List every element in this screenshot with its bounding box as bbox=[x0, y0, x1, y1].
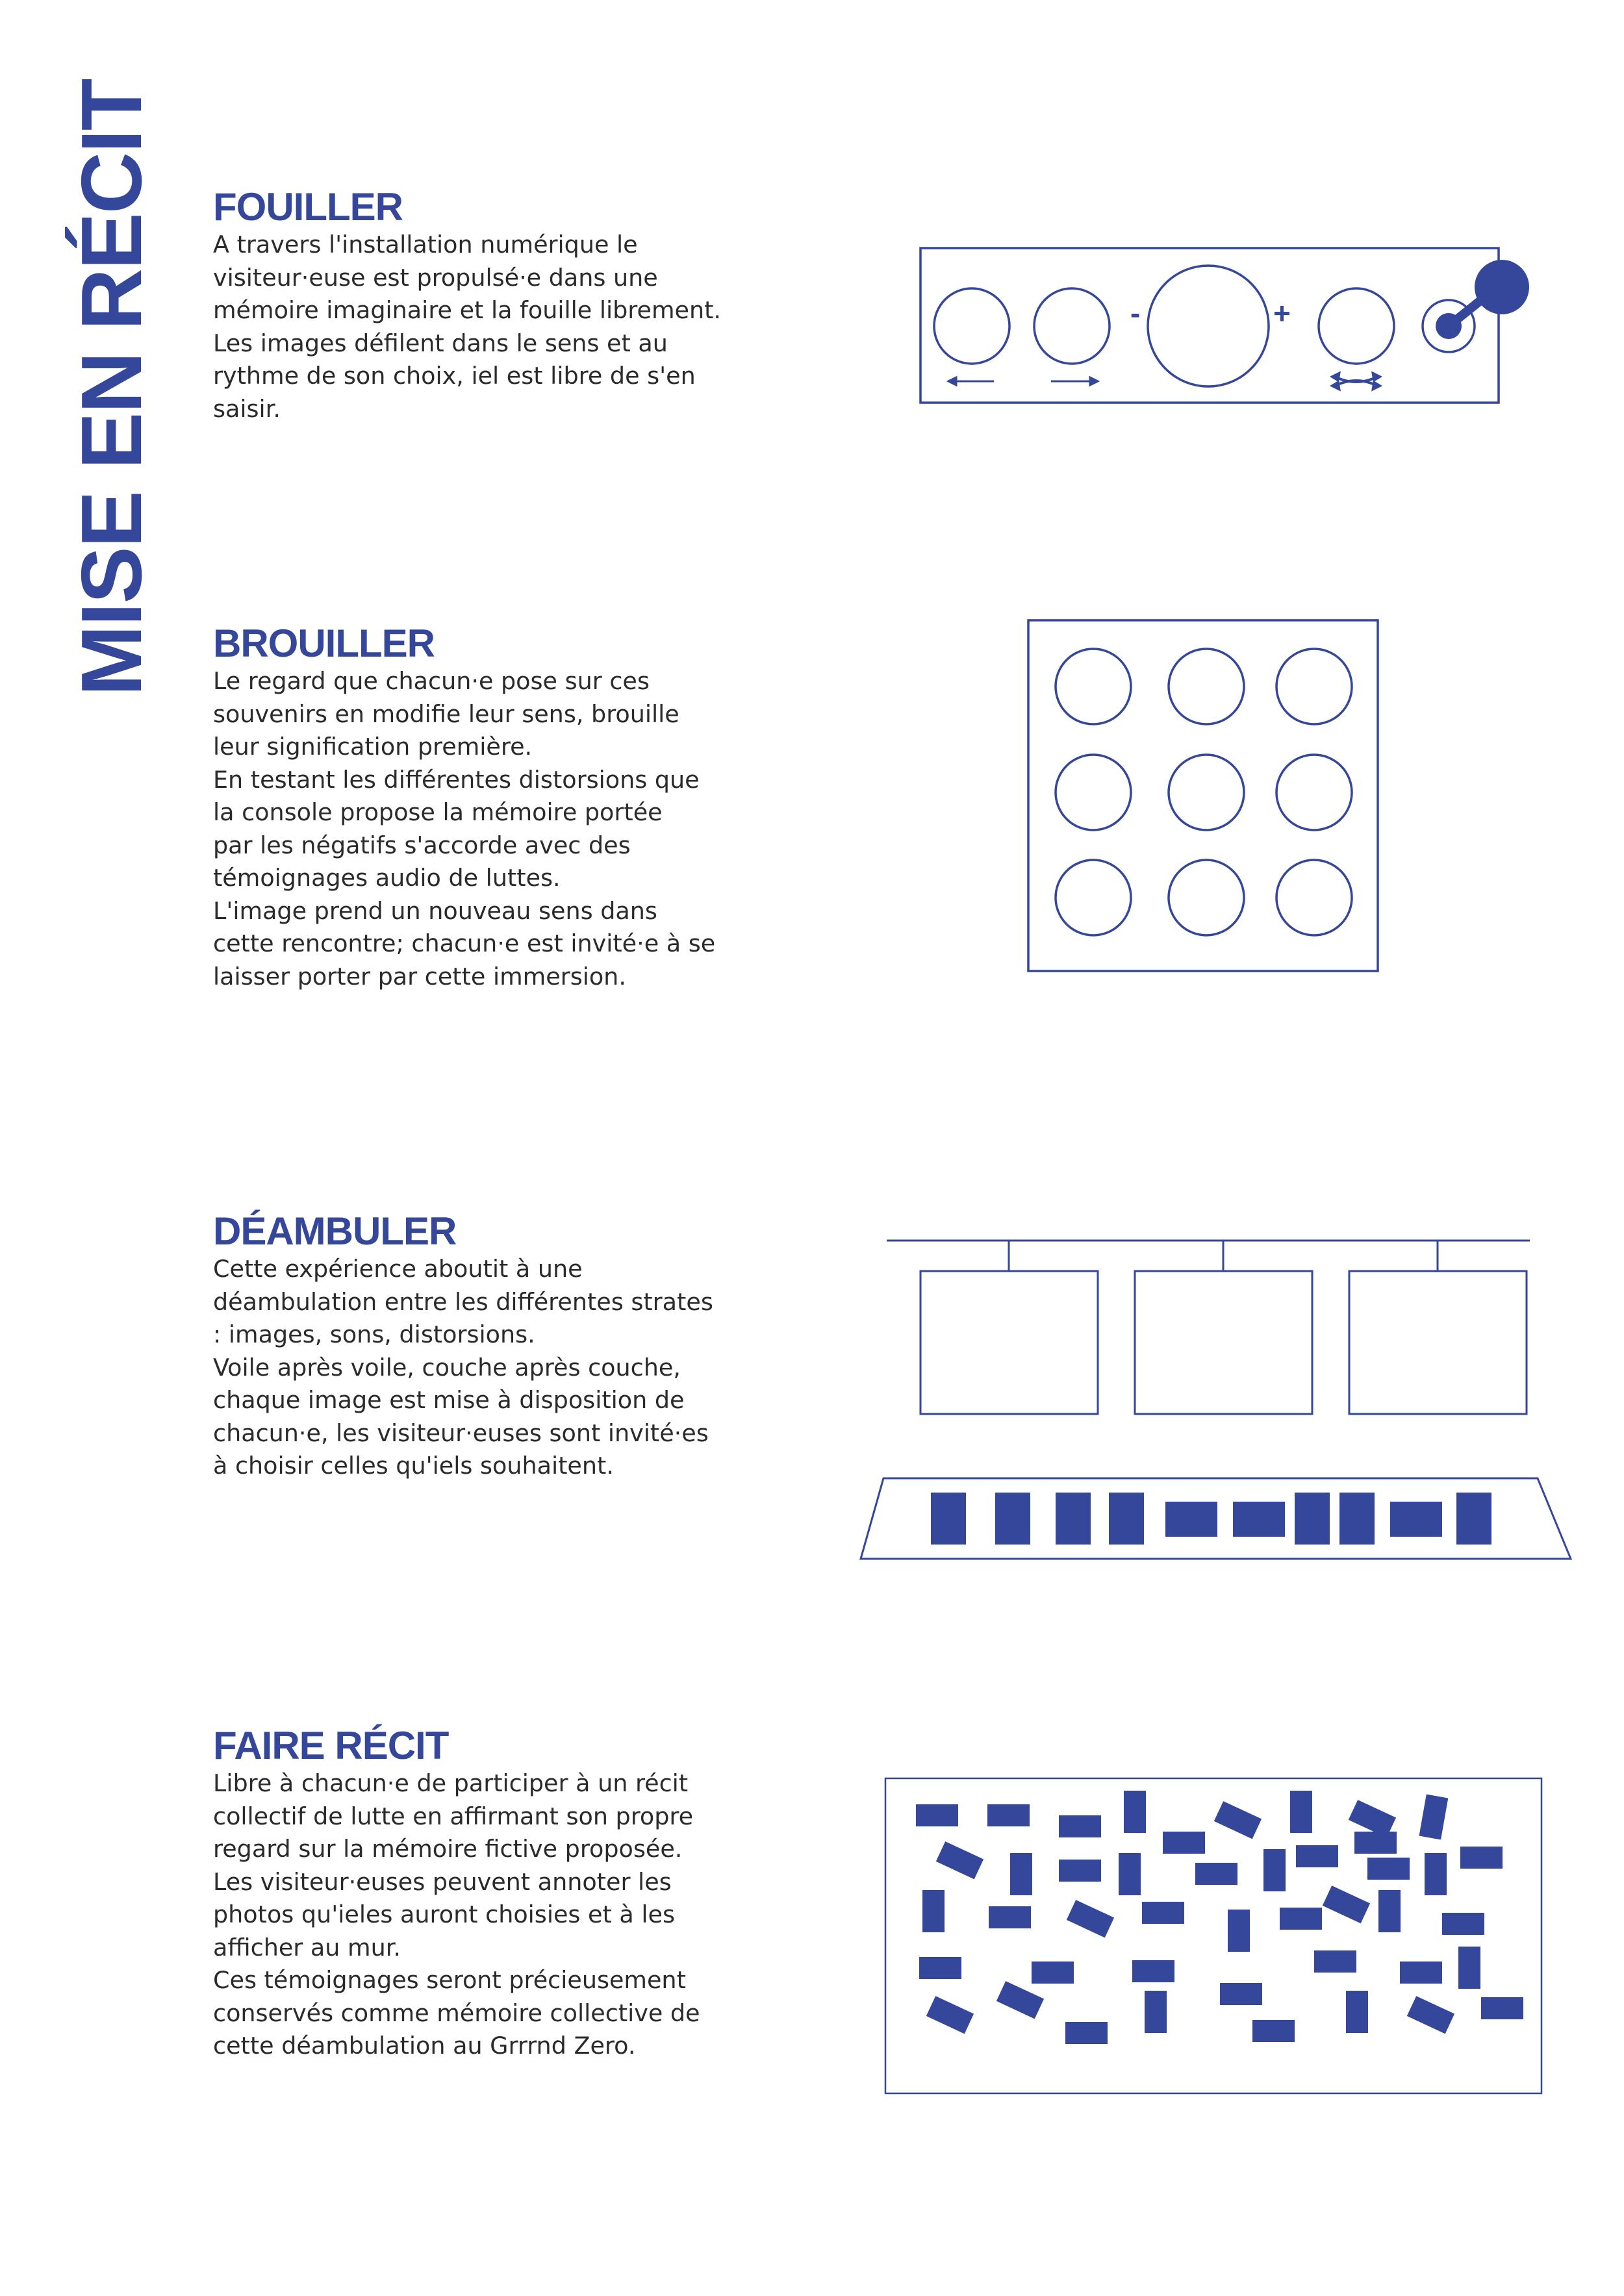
section-heading: DÉAMBULER bbox=[213, 1209, 457, 1253]
section-heading: BROUILLER bbox=[213, 622, 435, 665]
hanging-frame bbox=[920, 1271, 1098, 1414]
grid-knob bbox=[1276, 755, 1352, 830]
photo-print bbox=[1165, 1502, 1217, 1537]
wall-photo bbox=[1378, 1890, 1401, 1932]
distort-icon bbox=[1335, 377, 1377, 386]
grid-knob bbox=[1169, 755, 1244, 830]
console-knob-zoom bbox=[1319, 288, 1394, 364]
hanging-frame bbox=[1135, 1271, 1312, 1414]
wall-photo bbox=[1067, 1900, 1114, 1937]
photo-print bbox=[1456, 1493, 1491, 1545]
wall-photo bbox=[1290, 1791, 1312, 1833]
wall-photo bbox=[1263, 1849, 1286, 1891]
wall-photo bbox=[936, 1841, 983, 1879]
wall-photo bbox=[916, 1804, 958, 1826]
photo-print bbox=[995, 1493, 1030, 1545]
console-knob-left bbox=[934, 288, 1009, 364]
grid-knob bbox=[1169, 649, 1244, 724]
photo-print bbox=[1339, 1493, 1375, 1545]
wall-photo bbox=[996, 1981, 1044, 2019]
console-knob-center bbox=[1148, 266, 1269, 386]
wall-photo bbox=[1124, 1791, 1146, 1833]
wall-photo bbox=[1132, 1960, 1174, 1982]
wall-photo bbox=[1220, 1983, 1262, 2005]
wall-photo bbox=[1425, 1853, 1447, 1895]
joystick-knob bbox=[1436, 313, 1462, 339]
wall-photo bbox=[1032, 1962, 1074, 1984]
wall-photo bbox=[1481, 1997, 1523, 2019]
grid-knob bbox=[1056, 755, 1131, 830]
distortion-grid-diagram bbox=[1026, 617, 1390, 981]
wall-photo bbox=[1354, 1832, 1397, 1854]
wall-photo bbox=[987, 1804, 1030, 1826]
wall-photo bbox=[1407, 1996, 1454, 2034]
wall-photo bbox=[1065, 2022, 1108, 2044]
wall-photo bbox=[1367, 1858, 1410, 1880]
wall-photo bbox=[1119, 1853, 1141, 1895]
wall-photo bbox=[1163, 1832, 1205, 1854]
wall-photo bbox=[1059, 1815, 1101, 1837]
wall-photo bbox=[989, 1906, 1031, 1928]
minus-label: - bbox=[1130, 296, 1141, 330]
joystick-head bbox=[1475, 260, 1529, 314]
section-deambuler bbox=[213, 1210, 772, 1483]
photo-print bbox=[931, 1493, 966, 1545]
grid-knob bbox=[1169, 860, 1244, 935]
photo-wall-diagram bbox=[883, 1776, 1546, 2101]
section-heading: FOUILLER bbox=[213, 185, 403, 229]
photo-print bbox=[1056, 1493, 1091, 1545]
wall-photo bbox=[1458, 1947, 1480, 1989]
section-body: Libre à chacun·e de participer à un récit collectif de lutte en affirmant son propre regard sur la mémoire fictive proposée. Les visiteur·euses peuvent annoter les photos qu'ieles auront choisies et à les afficher au mur. Ces témoignages seront précieusement conservés comme mémoire collective de cette déambulation au Grrrnd Zero. bbox=[213, 1769, 700, 2060]
section-brouiller bbox=[213, 622, 772, 993]
wall-photo bbox=[1400, 1962, 1442, 1984]
section-fouiller bbox=[213, 186, 772, 425]
section-body: A travers l'installation numérique le visiteur·euse est propulsé·e dans une mémoire imaginaire et la fouille librement. Les images défilent dans le sens et au rythme de son choix, iel est libre de s'en saisir. bbox=[213, 231, 722, 423]
wall-photo bbox=[1252, 2020, 1295, 2042]
console-diagram bbox=[909, 240, 1546, 416]
grid-knob bbox=[1276, 649, 1352, 724]
wall-photo bbox=[1280, 1908, 1322, 1930]
plus-label: + bbox=[1273, 296, 1291, 330]
grid-knob bbox=[1056, 649, 1131, 724]
wall-photo bbox=[1228, 1910, 1250, 1952]
console-knob-right bbox=[1034, 288, 1110, 364]
section-faire-recit bbox=[213, 1724, 772, 2063]
wall-photo bbox=[1142, 1902, 1184, 1924]
photo-print bbox=[1233, 1502, 1285, 1537]
wall-photo bbox=[1195, 1863, 1237, 1885]
wall-photo bbox=[1419, 1795, 1449, 1840]
hanging-frames-diagram bbox=[857, 1228, 1572, 1565]
wall-photo bbox=[1296, 1845, 1338, 1867]
section-heading: FAIRE RÉCIT bbox=[213, 1724, 449, 1767]
wall-photo bbox=[1145, 1991, 1167, 2033]
grid-knob bbox=[1056, 860, 1131, 935]
photo-print bbox=[1295, 1493, 1330, 1545]
wall-photo bbox=[1442, 1913, 1484, 1935]
photo-print bbox=[1390, 1502, 1442, 1537]
wall-photo bbox=[1323, 1886, 1370, 1923]
wall-photo bbox=[1346, 1991, 1368, 2033]
section-body: Cette expérience aboutit à une déambulation entre les différentes strates : images, sons, distorsions. Voile après voile, couche après couche, chaque image est mise à disposition de chacun·e, les visiteur·euses sont invité·es à choisir celles qu'iels souhaitent. bbox=[213, 1255, 713, 1480]
wall-photo bbox=[922, 1890, 945, 1932]
wall-photo bbox=[1214, 1801, 1262, 1839]
photo-print bbox=[1109, 1493, 1144, 1545]
page-title: MISE EN RÉCIT bbox=[64, 79, 159, 696]
console-outline bbox=[920, 248, 1499, 403]
wall-photo bbox=[1314, 1950, 1356, 1973]
wall-photo bbox=[1010, 1853, 1032, 1895]
grid-knob bbox=[1276, 860, 1352, 935]
wall-photo bbox=[919, 1957, 961, 1979]
wall-photo bbox=[926, 1996, 974, 2034]
wall-photo bbox=[1460, 1847, 1503, 1869]
wall-photo bbox=[1059, 1860, 1101, 1882]
grid-outline bbox=[1028, 620, 1378, 971]
section-body: Le regard que chacun·e pose sur ces souvenirs en modifie leur sens, brouille leur signification première. En testant les différentes distorsions que la console propose la mémoire portée par les négatifs s'accorde avec des témoignages audio de luttes. L'image prend un nouveau sens dans cette rencontre; chacun·e est invité·e à se laisser porter par cette immersion. bbox=[213, 667, 716, 990]
hanging-frame bbox=[1349, 1271, 1527, 1414]
